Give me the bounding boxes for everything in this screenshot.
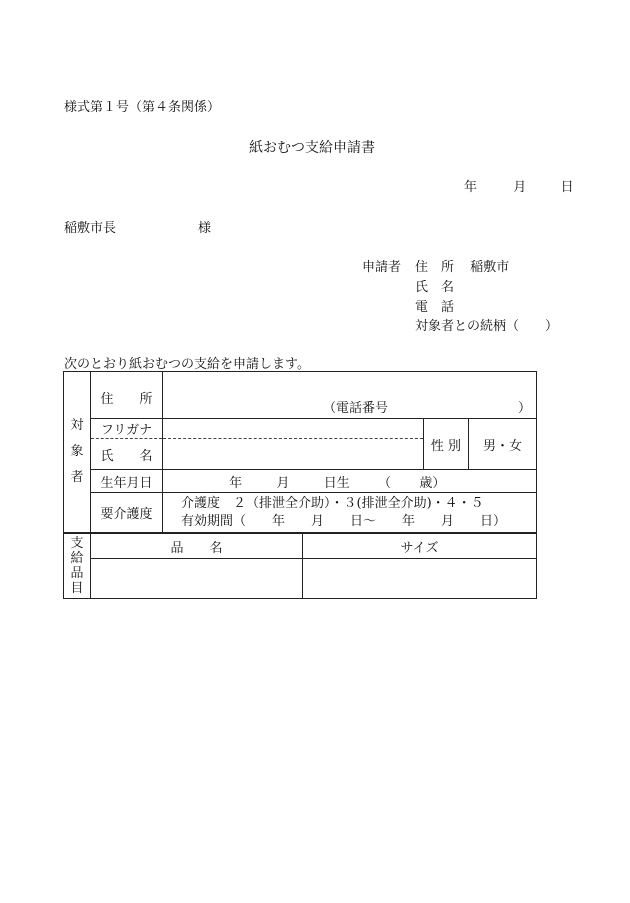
subject-care-field[interactable] bbox=[163, 493, 537, 533]
birth-day: 日生 bbox=[323, 475, 350, 491]
subject-table bbox=[63, 371, 537, 533]
date-day: 日 bbox=[560, 180, 574, 195]
subject-birth-label: 生年月日 bbox=[91, 470, 163, 493]
birth-month: 月 bbox=[276, 475, 290, 491]
form-title: 紙おむつ支給申請書 bbox=[249, 140, 375, 156]
subject-gender-options[interactable]: 男・女 bbox=[469, 419, 537, 470]
items-section-label: 支 給 品 目 bbox=[64, 534, 91, 599]
subject-gender-label: 性 別 bbox=[424, 419, 469, 470]
items-table bbox=[63, 533, 537, 599]
applicant-address bbox=[415, 256, 509, 275]
date-month: 月 bbox=[513, 180, 527, 195]
applicant-label: 申請者 bbox=[362, 260, 402, 275]
birth-year: 年 bbox=[229, 475, 243, 491]
subject-name-label: 氏 名 bbox=[91, 439, 163, 470]
applicant-address-value: 稲敷市 bbox=[470, 260, 510, 275]
subject-address-field[interactable] bbox=[163, 372, 537, 419]
subject-name-field[interactable] bbox=[163, 439, 424, 470]
birth-age-open: （ bbox=[378, 475, 392, 491]
intro-text: 次のとおり紙おむつの支給を申請します。 bbox=[64, 357, 310, 372]
subject-care-label: 要介護度 bbox=[91, 493, 163, 533]
applicant-address-label: 住 所 bbox=[415, 260, 455, 275]
items-size-field[interactable] bbox=[303, 559, 537, 599]
subject-birth-field[interactable] bbox=[163, 470, 537, 493]
valid-period-line: 有効期間（ 年 月 日～ 年 月 日） bbox=[181, 513, 507, 529]
addressee bbox=[64, 217, 212, 236]
date-year: 年 bbox=[464, 180, 478, 195]
care-level-line: 介護度 ２（排泄全介助）・３(排泄全介助)・４・５ bbox=[181, 495, 484, 511]
applicant-phone-label: 電 話 bbox=[415, 300, 455, 315]
applicant-relation-label: 対象者との続柄（ ） bbox=[415, 319, 559, 334]
applicant-name-label: 氏 名 bbox=[415, 280, 455, 295]
items-name-field[interactable] bbox=[91, 559, 303, 599]
form-number: 様式第１号（第４条関係） bbox=[64, 100, 221, 115]
subject-section-label: 対 象 者 bbox=[64, 372, 91, 533]
items-name-header: 品 名 bbox=[91, 534, 303, 559]
subject-furigana-field[interactable] bbox=[163, 419, 424, 439]
addressee-honorific: 様 bbox=[198, 221, 212, 236]
items-size-header: サイズ bbox=[303, 534, 537, 559]
subject-address-label: 住 所 bbox=[91, 372, 163, 419]
date-line bbox=[464, 176, 574, 195]
birth-age-close: 歳） bbox=[419, 475, 446, 491]
phone-number-note: （電話番号 ） bbox=[323, 401, 532, 416]
subject-furigana-label: フリガナ bbox=[91, 419, 163, 439]
addressee-name: 稲敷市長 bbox=[64, 221, 117, 236]
